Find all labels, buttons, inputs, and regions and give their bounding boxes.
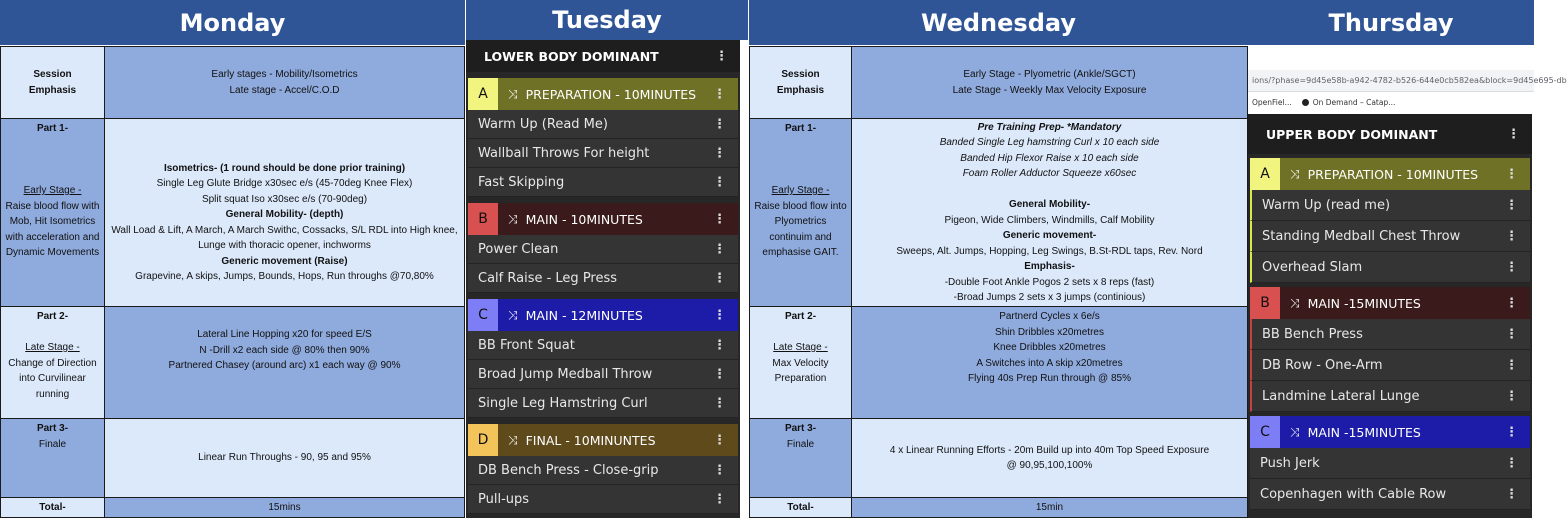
group-label: PREPARATION - 10MINUTES: [525, 86, 697, 102]
exercise-item[interactable]: [1250, 190, 1530, 221]
part-desc-line: Dynamic Movements: [5, 247, 100, 258]
url-text: ions/?phase=9d45e58b-a942-4782-b526-644e0cb582ea&block=9d45e695-db: [1252, 76, 1567, 85]
group-label: MAIN - 10MINUTES: [525, 211, 643, 227]
wednesday-column: [749, 0, 1248, 518]
part-desc-line: running: [35, 388, 70, 400]
part-desc-line: Finale: [786, 438, 815, 450]
group-label: MAIN -15MINUTES: [1307, 424, 1421, 440]
part-desc-line: Raise blood flow into: [754, 200, 847, 212]
wednesday-part1-label: [749, 118, 852, 307]
exercise-item[interactable]: [1250, 252, 1530, 283]
group-label: PREPARATION - 10MINUTES: [1307, 166, 1479, 182]
session-line: Early stages - Mobility/Isometrics: [211, 69, 358, 80]
part2-line: Knee Dribbles x20metres: [993, 342, 1106, 353]
part1-line: -Double Foot Ankle Pogos 2 sets x 8 reps (fast): [944, 276, 1155, 288]
shuffle-icon[interactable]: ⤨: [1290, 295, 1300, 310]
part1-line: Wall Load & Lift, A March, A March Swithc, Cossacks, S/L RDL into High knee,: [111, 224, 458, 236]
kebab-menu-icon[interactable]: ⋮: [1505, 295, 1518, 311]
group-letter-badge: B: [1250, 287, 1280, 319]
kebab-menu-icon[interactable]: ⋮: [1505, 357, 1518, 373]
program-title-text: UPPER BODY DOMINANT: [1266, 126, 1438, 142]
kebab-menu-icon[interactable]: ⋮: [713, 491, 726, 507]
group-letter-badge: C: [468, 299, 498, 331]
part-title: Part 2-: [784, 311, 817, 322]
part1-line: Banded Single Leg hamstring Curl x 10 each side: [939, 137, 1160, 148]
kebab-menu-icon[interactable]: ⋮: [715, 48, 728, 64]
part-desc-line: Change of Direction: [8, 357, 97, 369]
part-desc-line: with acceleration and: [5, 231, 100, 243]
kebab-menu-icon[interactable]: ⋮: [1505, 486, 1518, 502]
exercise-name: Wallball Throws For height: [478, 145, 650, 161]
monday-part1-content: [104, 118, 465, 307]
group-header-b[interactable]: [1250, 287, 1530, 319]
part3-line: 4 x Linear Running Efforts - 20m Build up into 40m Top Speed Exposure: [889, 444, 1210, 456]
part-desc-line: Mob, Hit Isometrics: [9, 216, 96, 227]
part2-line: Flying 40s Prep Run through @ 85%: [967, 373, 1132, 384]
part-desc-line: Raise blood flow with: [5, 200, 100, 212]
kebab-menu-icon[interactable]: ⋮: [1505, 259, 1518, 275]
thursday-header: Thursday: [1248, 0, 1534, 45]
exercise-item[interactable]: [468, 264, 738, 293]
part-title: Part 3-: [784, 423, 817, 434]
kebab-menu-icon[interactable]: ⋮: [1505, 228, 1518, 244]
exercise-name: Calf Raise - Leg Press: [478, 270, 618, 286]
group-letter-badge: B: [468, 203, 498, 235]
monday-part3-label: [0, 418, 105, 498]
stage-label: Early Stage -: [23, 185, 82, 196]
part1-line: Generic movement (Raise): [221, 255, 348, 267]
session-line: Early Stage - Plyometric (Ankle/SGCT): [963, 69, 1136, 80]
exercise-name: Warm Up (read me): [1262, 197, 1391, 213]
kebab-menu-icon[interactable]: ⋮: [713, 116, 726, 132]
total-value: 15min: [1035, 501, 1064, 513]
program-title: [1248, 114, 1532, 154]
monday-part3-content: [104, 418, 465, 498]
group-header-c[interactable]: [468, 299, 738, 331]
exercise-item[interactable]: [1250, 350, 1530, 381]
exercise-item[interactable]: [1250, 381, 1530, 412]
part1-line: Isometrics- (1 round should be done prior training): [163, 162, 406, 174]
part-title: Part 1-: [36, 123, 69, 134]
exercise-item[interactable]: [468, 331, 738, 360]
part2-line: Lateral Line Hopping x20 for speed E/S: [197, 329, 372, 340]
shuffle-icon[interactable]: ⤨: [1290, 424, 1300, 439]
part1-line: Generic movement-: [1002, 230, 1097, 241]
part-desc-line: continuim and: [769, 231, 832, 243]
exercise-name: DB Row - One-Arm: [1262, 357, 1383, 373]
wednesday-total-value: [851, 497, 1248, 518]
exercise-item[interactable]: [468, 110, 738, 139]
shuffle-icon[interactable]: ⤨: [508, 432, 518, 447]
kebab-menu-icon[interactable]: ⋮: [713, 366, 726, 382]
kebab-menu-icon[interactable]: ⋮: [713, 174, 726, 190]
session-line: Late stage - Accel/C.O.D: [229, 84, 340, 96]
group-label: MAIN - 12MINUTES: [525, 307, 643, 323]
session-label-line: Session: [33, 69, 72, 80]
kebab-menu-icon[interactable]: ⋮: [713, 211, 726, 227]
exercise-name: BB Front Squat: [478, 337, 575, 353]
stage-label: Early Stage -: [771, 185, 830, 196]
part-desc-line: Finale: [38, 438, 67, 450]
exercise-name: Single Leg Hamstring Curl: [478, 395, 648, 411]
exercise-name: Pull-ups: [478, 491, 530, 507]
monday-part2-label: [0, 306, 105, 419]
bookmark-item[interactable]: OpenFiel...: [1252, 97, 1292, 107]
kebab-menu-icon[interactable]: ⋮: [1505, 424, 1518, 440]
shuffle-icon[interactable]: ⤨: [508, 86, 518, 101]
part1-line: [856, 182, 1243, 198]
monday-part2-content: [104, 306, 465, 419]
part1-line: Pigeon, Wide Climbers, Windmills, Calf Mobility: [944, 214, 1155, 226]
session-label-line: Emphasis: [28, 84, 77, 96]
group-letter-badge: A: [1250, 158, 1280, 190]
part-desc-line: into Curvilinear: [19, 373, 86, 384]
bookmarks-bar: [1248, 92, 1534, 112]
part1-line: Lunge with thoracic opener, inchworms: [198, 240, 371, 251]
group-letter-badge: C: [1250, 416, 1280, 448]
exercise-name: Warm Up (Read Me): [478, 116, 608, 132]
part1-line: Split squat Iso x30sec e/s (70-90deg): [201, 193, 368, 205]
kebab-menu-icon[interactable]: ⋮: [713, 337, 726, 353]
group-header-c[interactable]: [1250, 416, 1530, 448]
part-desc-line: Preparation: [774, 373, 827, 384]
bookmark-item[interactable]: On Demand – Catap...: [1312, 97, 1396, 107]
wednesday-part2-content: [851, 306, 1248, 419]
stage-label: Late Stage -: [773, 342, 828, 353]
exercise-item[interactable]: [468, 360, 738, 389]
session-label-line: Emphasis: [776, 84, 825, 96]
exercise-name: BB Bench Press: [1262, 326, 1363, 342]
part1-line: Banded Hip Flexor Raise x 10 each side: [960, 152, 1139, 164]
monday-column: [0, 0, 465, 518]
exercise-item[interactable]: [1250, 319, 1530, 350]
exercise-name: Standing Medball Chest Throw: [1262, 228, 1461, 244]
kebab-menu-icon[interactable]: ⋮: [713, 241, 726, 257]
exercise-item[interactable]: [468, 235, 738, 264]
part-title: Part 1-: [784, 123, 817, 134]
kebab-menu-icon[interactable]: ⋮: [1507, 126, 1520, 142]
monday-session-label: [0, 46, 105, 119]
wednesday-part2-label: [749, 306, 852, 419]
session-label-line: Session: [781, 69, 820, 80]
wednesday-part1-content: [851, 118, 1248, 307]
part3-line: @ 90,95,100,100%: [1006, 460, 1093, 471]
monday-part1-label: [0, 118, 105, 307]
part1-line: Emphasis-: [1024, 261, 1075, 272]
wednesday-session-label: [749, 46, 852, 119]
kebab-menu-icon[interactable]: ⋮: [713, 307, 726, 323]
wednesday-session-content: [851, 46, 1248, 119]
kebab-menu-icon[interactable]: ⋮: [1505, 197, 1518, 213]
thursday-column: [1248, 0, 1567, 518]
part-title: Part 2-: [36, 311, 69, 322]
browser-url-bar[interactable]: [1248, 70, 1567, 92]
thursday-app-panel: [1248, 114, 1532, 518]
part1-line: Sweeps, Alt. Jumps, Hopping, Leg Swings, B.St-RDL taps, Rev. Nord: [896, 245, 1203, 257]
total-label: Total-: [787, 501, 814, 513]
part-desc-line: Max Velocity: [772, 357, 829, 369]
shuffle-icon[interactable]: ⤨: [1290, 166, 1300, 181]
exercise-name: Copenhagen with Cable Row: [1260, 486, 1447, 502]
bookmark-icon: [1302, 99, 1309, 106]
tuesday-header: Tuesday: [466, 0, 748, 40]
kebab-menu-icon[interactable]: ⋮: [713, 432, 726, 448]
tuesday-app-panel: [466, 40, 740, 518]
exercise-name: DB Bench Press - Close-grip: [478, 462, 659, 478]
kebab-menu-icon[interactable]: ⋮: [713, 145, 726, 161]
kebab-menu-icon[interactable]: ⋮: [713, 395, 726, 411]
total-label: Total-: [39, 501, 66, 513]
part2-line: Partnered Chasey (around arc) x1 each way @ 90%: [168, 360, 401, 371]
exercise-name: Push Jerk: [1260, 455, 1320, 471]
session-line: Late Stage - Weekly Max Velocity Exposure: [952, 84, 1147, 96]
group-letter-badge: D: [468, 424, 498, 456]
part1-line: -Broad Jumps 2 sets x 3 jumps (continious): [953, 292, 1146, 303]
exercise-item[interactable]: [468, 168, 738, 197]
wednesday-total-label: [749, 497, 852, 518]
group-header-a[interactable]: [1250, 158, 1530, 190]
exercise-name: Power Clean: [478, 241, 559, 257]
group-label: FINAL - 10MINUNTES: [525, 432, 656, 448]
exercise-name: Landmine Lateral Lunge: [1262, 388, 1420, 404]
monday-header: Monday: [0, 0, 465, 45]
group-header-b[interactable]: [468, 203, 738, 235]
group-letter-badge: A: [468, 78, 498, 110]
wednesday-header: Wednesday: [749, 0, 1248, 45]
exercise-item[interactable]: [1250, 221, 1530, 252]
part-desc-line: Plyometrics: [774, 216, 827, 227]
part-desc-line: emphasise GAIT.: [762, 247, 839, 258]
part1-line: Single Leg Glute Bridge x30sec e/s (45-70deg Knee Flex): [156, 178, 413, 189]
kebab-menu-icon[interactable]: ⋮: [1505, 326, 1518, 342]
kebab-menu-icon[interactable]: ⋮: [713, 86, 726, 102]
part1-line: Pre Training Prep- *Mandatory: [977, 121, 1122, 133]
part2-line: N -Drill x2 each side @ 80% then 90%: [199, 344, 370, 356]
part1-line: Grapevine, A skips, Jumps, Bounds, Hops, Run throughs @70,80%: [135, 271, 434, 282]
kebab-menu-icon[interactable]: ⋮: [713, 462, 726, 478]
part2-line: Partnerd Cycles x 6e/s: [999, 311, 1100, 322]
exercise-item[interactable]: [1250, 479, 1530, 510]
tuesday-column: [466, 0, 748, 518]
exercise-name: Broad Jump Medball Throw: [478, 366, 653, 382]
part2-line: A Switches into A skip x20metres: [976, 357, 1123, 369]
wednesday-part3-label: [749, 418, 852, 498]
part1-line: General Mobility-: [1008, 199, 1091, 210]
monday-total-value: [104, 497, 465, 518]
exercise-name: Overhead Slam: [1262, 259, 1363, 275]
wednesday-part3-content: [851, 418, 1248, 498]
exercise-name: Fast Skipping: [478, 174, 565, 190]
exercise-item[interactable]: [1250, 448, 1530, 479]
monday-total-label: [0, 497, 105, 518]
kebab-menu-icon[interactable]: ⋮: [1505, 166, 1518, 182]
monday-session-content: [104, 46, 465, 119]
program-title-text: LOWER BODY DOMINANT: [484, 48, 659, 64]
exercise-item[interactable]: [468, 389, 738, 418]
kebab-menu-icon[interactable]: ⋮: [713, 270, 726, 286]
exercise-item[interactable]: [468, 485, 738, 514]
group-header-a[interactable]: [468, 78, 738, 110]
part1-line: Foam Roller Adductor Squeeze x60sec: [962, 168, 1137, 179]
kebab-menu-icon[interactable]: ⋮: [1505, 455, 1518, 471]
stage-label: Late Stage -: [25, 342, 80, 353]
exercise-item[interactable]: [468, 139, 738, 168]
shuffle-icon[interactable]: ⤨: [508, 211, 518, 226]
program-title: [466, 40, 740, 72]
part2-line: Shin Dribbles x20metres: [995, 326, 1104, 338]
part1-line: General Mobility- (depth): [225, 209, 344, 220]
shuffle-icon[interactable]: ⤨: [508, 307, 518, 322]
part-title: Part 3-: [36, 423, 69, 434]
kebab-menu-icon[interactable]: ⋮: [1505, 388, 1518, 404]
group-header-d[interactable]: [468, 424, 738, 456]
total-value: 15mins: [268, 501, 301, 513]
exercise-item[interactable]: [468, 456, 738, 485]
part3-line: Linear Run Throughs - 90, 95 and 95%: [198, 452, 371, 464]
group-label: MAIN -15MINUTES: [1307, 295, 1421, 311]
